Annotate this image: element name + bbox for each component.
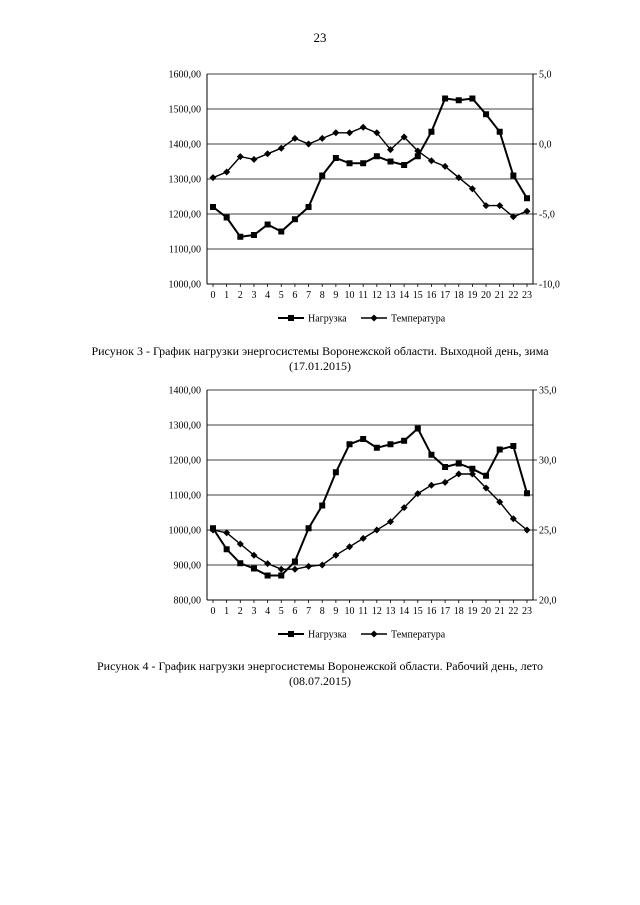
x-tick-label: 1	[224, 606, 230, 617]
temperature-point	[305, 141, 312, 148]
x-tick-label: 19	[467, 606, 478, 617]
load-point	[387, 441, 393, 447]
legend-label: Нагрузка	[308, 629, 347, 641]
x-tick-label: 9	[333, 606, 339, 617]
temperature-point	[319, 135, 326, 142]
y-left-tick-label: 1400,00	[168, 385, 201, 397]
x-tick-label: 21	[494, 606, 505, 617]
load-point	[265, 222, 271, 228]
load-point	[415, 426, 421, 432]
x-tick-label: 20	[481, 290, 492, 301]
x-tick-label: 0	[210, 606, 216, 617]
x-tick-label: 12	[371, 606, 382, 617]
temperature-point	[291, 566, 298, 573]
y-left-tick-label: 1100,00	[168, 490, 201, 502]
load-point	[456, 461, 462, 467]
load-point	[456, 97, 462, 103]
temperature-point	[346, 543, 353, 550]
figure-caption-3	[0, 344, 640, 374]
load-point	[265, 573, 271, 579]
y-right-tick-label: 0,0	[539, 139, 552, 151]
x-tick-label: 12	[371, 290, 382, 301]
y-left-tick-label: 1000,00	[168, 279, 201, 291]
temperature-point	[250, 156, 257, 163]
load-point	[210, 204, 216, 210]
load-point	[251, 232, 257, 238]
load-point	[224, 546, 230, 552]
x-tick-label: 3	[251, 606, 257, 617]
load-point	[469, 96, 475, 102]
legend-label: Температура	[391, 313, 446, 325]
load-point	[524, 195, 530, 201]
x-tick-label: 20	[481, 606, 492, 617]
temperature-point	[360, 124, 367, 131]
x-tick-label: 11	[358, 606, 368, 617]
temperature-point	[264, 560, 271, 567]
series-line-diamond	[213, 474, 527, 569]
load-point	[306, 204, 312, 210]
x-tick-label: 16	[426, 606, 437, 617]
x-tick-label: 5	[278, 290, 284, 301]
load-point	[401, 162, 407, 168]
x-tick-label: 6	[292, 290, 298, 301]
load-point	[292, 559, 298, 565]
y-left-tick-label: 1400,00	[168, 139, 201, 151]
load-point	[251, 566, 257, 572]
x-tick-label: 22	[508, 290, 519, 301]
load-point	[524, 490, 530, 496]
chart-summer-load	[0, 378, 640, 658]
x-tick-label: 3	[251, 290, 257, 301]
load-point	[347, 441, 353, 447]
load-point	[278, 573, 284, 579]
temperature-point	[305, 563, 312, 570]
y-right-tick-label: 35,0	[539, 385, 557, 397]
x-tick-label: 10	[344, 606, 355, 617]
x-tick-label: 7	[306, 290, 312, 301]
y-right-tick-label: 25,0	[539, 525, 557, 537]
load-point	[319, 173, 325, 179]
x-tick-label: 22	[508, 606, 519, 617]
temperature-point	[428, 482, 435, 489]
x-tick-label: 13	[385, 606, 396, 617]
load-point	[374, 153, 380, 159]
x-tick-label: 15	[412, 290, 423, 301]
y-left-tick-label: 1100,00	[168, 244, 201, 256]
load-point	[319, 503, 325, 509]
legend-marker-square	[288, 631, 294, 637]
figure-caption-4	[0, 659, 640, 689]
load-point	[347, 160, 353, 166]
load-point	[333, 155, 339, 161]
load-point	[483, 111, 489, 117]
legend-label: Нагрузка	[308, 313, 347, 325]
load-point	[387, 159, 393, 165]
load-point	[483, 473, 489, 479]
y-right-tick-label: 30,0	[539, 455, 557, 467]
temperature-point	[373, 527, 380, 534]
load-point	[442, 464, 448, 470]
y-left-tick-label: 1200,00	[168, 455, 201, 467]
load-point	[292, 216, 298, 222]
x-tick-label: 7	[306, 606, 312, 617]
y-left-tick-label: 1500,00	[168, 104, 201, 116]
x-tick-label: 4	[265, 606, 271, 617]
load-point	[360, 436, 366, 442]
x-tick-label: 18	[453, 290, 464, 301]
x-tick-label: 2	[237, 606, 243, 617]
x-tick-label: 0	[210, 290, 216, 301]
temperature-point	[332, 129, 339, 136]
x-tick-label: 19	[467, 290, 478, 301]
caption-date: (08.07.2015)	[289, 674, 351, 688]
legend-label: Температура	[391, 629, 446, 641]
load-point	[401, 438, 407, 444]
x-tick-label: 8	[319, 606, 325, 617]
caption-line: Рисунок 3 - График нагрузки энергосистемы Воронежской области. Выходной день, зима	[91, 344, 549, 358]
load-point	[360, 160, 366, 166]
y-left-tick-label: 1600,00	[168, 69, 201, 81]
load-point	[497, 447, 503, 453]
temperature-point	[210, 174, 217, 181]
x-tick-label: 13	[385, 290, 396, 301]
x-tick-label: 9	[333, 290, 339, 301]
chart-winter-load	[0, 62, 640, 342]
x-tick-label: 23	[522, 290, 532, 301]
x-tick-label: 2	[237, 290, 243, 301]
load-point	[428, 129, 434, 135]
x-tick-label: 5	[278, 606, 284, 617]
load-point	[224, 215, 230, 221]
load-point	[428, 452, 434, 458]
x-tick-label: 17	[440, 290, 451, 301]
load-point	[374, 445, 380, 451]
legend-marker-square	[288, 315, 294, 321]
temperature-point	[455, 471, 462, 478]
series-line-square	[213, 99, 527, 237]
y-right-tick-label: 5,0	[539, 69, 552, 81]
load-point	[510, 443, 516, 449]
load-point	[278, 229, 284, 235]
y-left-tick-label: 1300,00	[168, 420, 201, 432]
series-line-diamond	[213, 127, 527, 217]
x-tick-label: 16	[426, 290, 437, 301]
legend-marker-diamond	[371, 315, 378, 322]
series-line-square	[213, 429, 527, 576]
x-tick-label: 18	[453, 606, 464, 617]
x-tick-label: 15	[412, 606, 423, 617]
page-number: 23	[313, 30, 327, 45]
x-tick-label: 17	[440, 606, 451, 617]
caption-line: Рисунок 4 - График нагрузки энергосистемы Воронежской области. Рабочий день, лето	[97, 659, 543, 673]
y-right-tick-label: -5,0	[539, 209, 555, 221]
temperature-point	[346, 129, 353, 136]
temperature-point	[442, 479, 449, 486]
x-tick-label: 4	[265, 290, 271, 301]
y-left-tick-label: 800,00	[173, 595, 201, 607]
y-left-tick-label: 1200,00	[168, 209, 201, 221]
temperature-point	[360, 535, 367, 542]
temperature-point	[264, 150, 271, 157]
x-tick-label: 14	[399, 290, 410, 301]
caption-date: (17.01.2015)	[289, 359, 351, 373]
x-tick-label: 1	[224, 290, 230, 301]
x-tick-label: 23	[522, 606, 532, 617]
load-point	[333, 469, 339, 475]
load-point	[306, 525, 312, 531]
y-left-tick-label: 1300,00	[168, 174, 201, 186]
load-point	[237, 560, 243, 566]
load-point	[237, 234, 243, 240]
y-right-tick-label: 20,0	[539, 595, 557, 607]
x-tick-label: 8	[319, 290, 325, 301]
x-tick-label: 11	[358, 290, 368, 301]
x-tick-label: 6	[292, 606, 298, 617]
y-left-tick-label: 1000,00	[168, 525, 201, 537]
load-point	[497, 129, 503, 135]
y-left-tick-label: 900,00	[173, 560, 201, 572]
y-right-tick-label: -10,0	[539, 279, 560, 291]
legend-marker-diamond	[371, 631, 378, 638]
load-point	[442, 96, 448, 102]
x-tick-label: 10	[344, 290, 355, 301]
load-point	[510, 173, 516, 179]
x-tick-label: 14	[399, 606, 410, 617]
x-tick-label: 21	[494, 290, 505, 301]
